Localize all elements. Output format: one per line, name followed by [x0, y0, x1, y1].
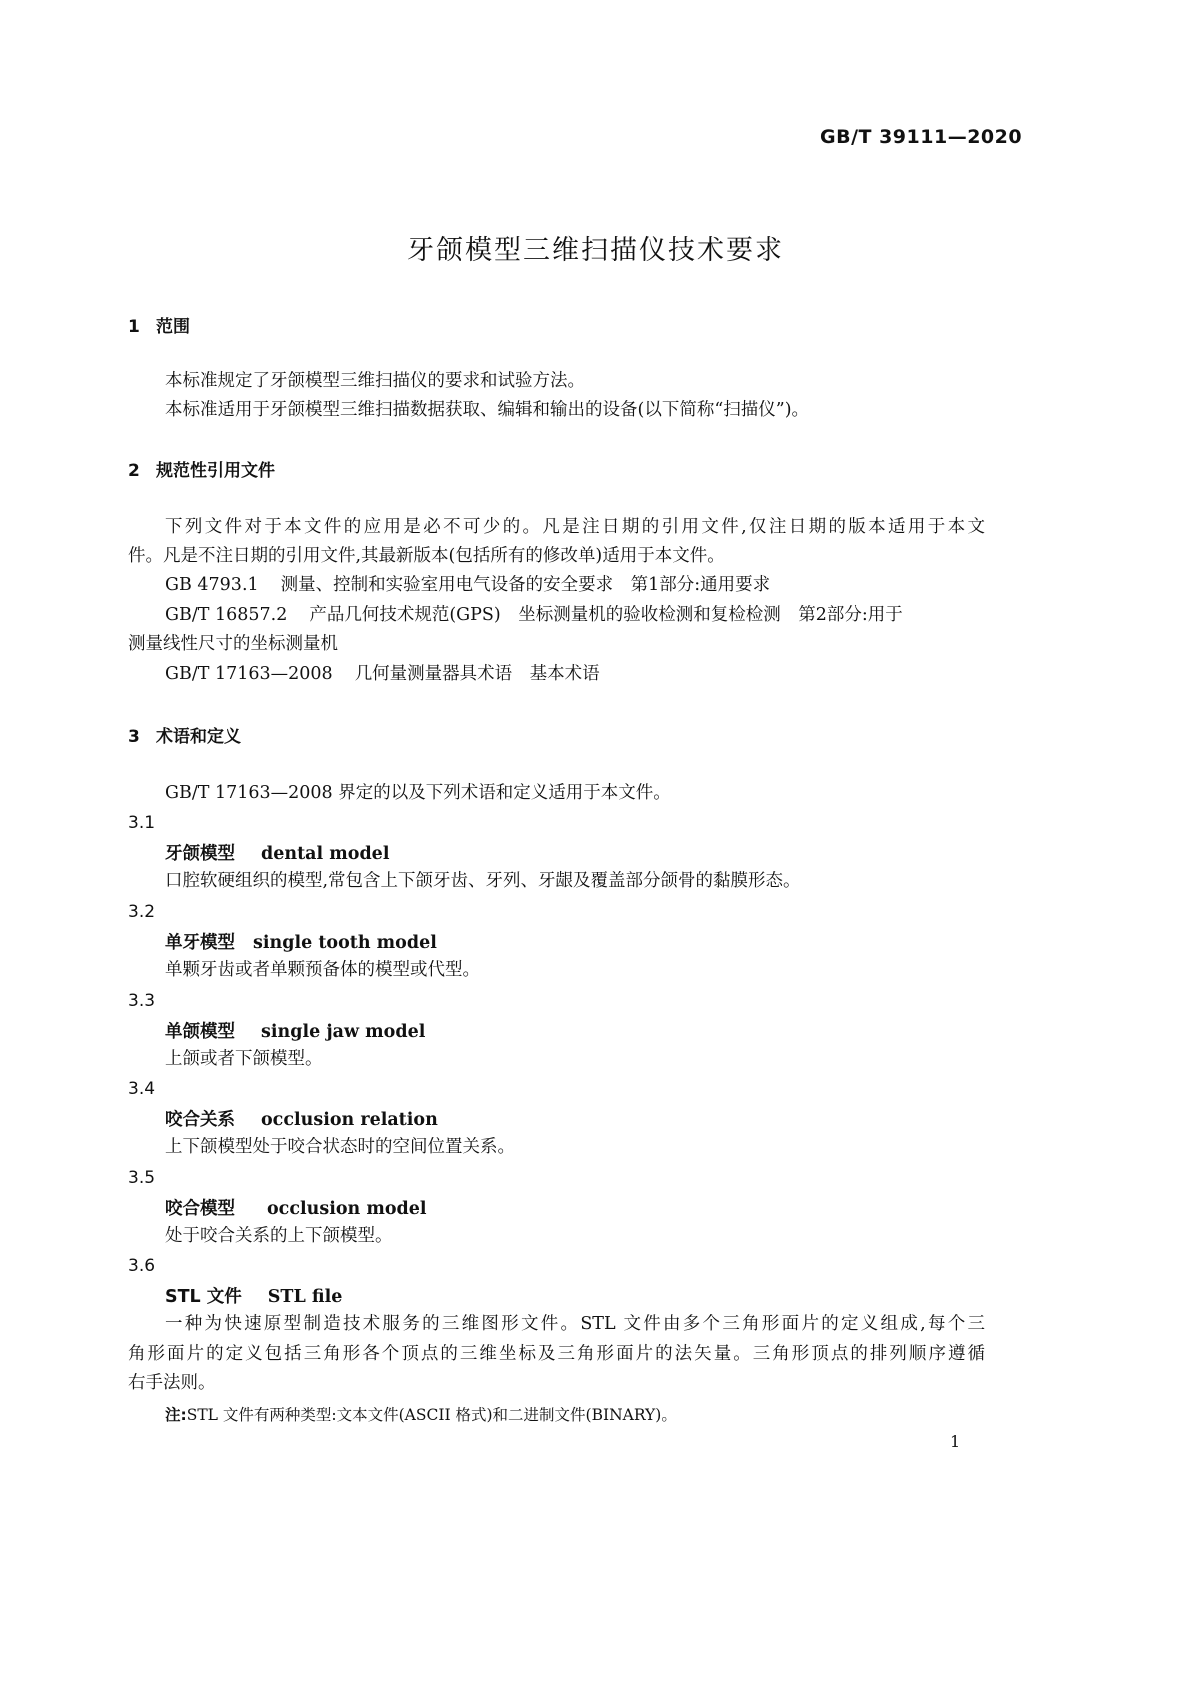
document-title: 牙颌模型三维扫描仪技术要求: [407, 235, 784, 266]
normative-reference: [165, 659, 600, 689]
term-chinese: STL 文件: [165, 1287, 242, 1307]
term-english: single tooth model: [253, 933, 437, 953]
reference-title: 测量、控制和实验室用电气设备的安全要求 第1部分:通用要求: [280, 575, 771, 595]
term-definition: 上下颌模型处于咬合状态时的空间位置关系。: [165, 1137, 515, 1157]
term-definition: 口腔软硬组织的模型,常包含上下颌牙齿、牙列、牙龈及覆盖部分颌骨的黏膜形态。: [165, 871, 801, 891]
term-heading: [165, 840, 389, 865]
term-chinese: 咬合模型: [165, 1199, 235, 1219]
reference-code: GB/T 17163—2008: [165, 664, 333, 684]
standard-code: GB/T 39111—2020: [820, 126, 1023, 148]
paragraph-line: 件。凡是不注日期的引用文件,其最新版本(包括所有的修改单)适用于本文件。: [128, 546, 725, 566]
term-definition: 单颗牙齿或者单颗预备体的模型或代型。: [165, 960, 480, 980]
section-number: 2: [128, 461, 140, 481]
term-definition-line: 右手法则。: [128, 1373, 216, 1393]
term-heading: [165, 1195, 427, 1220]
section-2-heading: [128, 456, 275, 481]
section-number: 3: [128, 727, 140, 747]
note-label: 注:: [165, 1406, 187, 1424]
section-title: 规范性引用文件: [156, 461, 275, 481]
paragraph: 本标准适用于牙颌模型三维扫描数据获取、编辑和输出的设备(以下简称“扫描仪”)。: [165, 400, 810, 420]
term-chinese: 牙颌模型: [165, 844, 235, 864]
term-number: 3.2: [128, 902, 156, 922]
term-definition-line: 角形面片的定义包括三角形各个顶点的三维坐标及三角形面片的法矢量。三角形顶点的排列顺序遵循: [128, 1344, 985, 1364]
paragraph: 本标准规定了牙颌模型三维扫描仪的要求和试验方法。: [165, 371, 585, 391]
term-number: 3.3: [128, 991, 156, 1011]
reference-code: GB 4793.1: [165, 575, 259, 595]
section-number: 1: [128, 317, 140, 337]
term-heading: [165, 1018, 425, 1043]
section-title: 术语和定义: [156, 727, 241, 747]
term-english: occlusion model: [267, 1199, 427, 1219]
section-title: 范围: [156, 317, 190, 337]
reference-continuation: 测量线性尺寸的坐标测量机: [128, 634, 338, 654]
term-number: 3.1: [128, 813, 156, 833]
normative-reference: [165, 570, 770, 600]
term-number: 3.6: [128, 1256, 156, 1276]
note-text: STL 文件有两种类型:文本文件(ASCII 格式)和二进制文件(BINARY)。: [186, 1406, 677, 1424]
term-definition: 上颌或者下颌模型。: [165, 1049, 323, 1069]
term-definition-line: 一种为快速原型制造技术服务的三维图形文件。STL 文件由多个三角形面片的定义组成,每个三: [165, 1314, 985, 1334]
note: [165, 1403, 677, 1425]
reference-title: 产品几何技术规范(GPS) 坐标测量机的验收检测和复检检测 第2部分:用于: [309, 605, 903, 625]
normative-reference: [165, 600, 903, 630]
term-chinese: 咬合关系: [165, 1110, 235, 1130]
section-3-heading: [128, 722, 241, 747]
reference-title: 几何量测量器具术语 基本术语: [354, 664, 600, 684]
term-english: dental model: [261, 844, 390, 864]
term-number: 3.5: [128, 1168, 156, 1188]
term-heading: [165, 929, 437, 954]
reference-code: GB/T 16857.2: [165, 605, 288, 625]
term-definition: 处于咬合关系的上下颌模型。: [165, 1226, 393, 1246]
term-chinese: 单颌模型: [165, 1022, 235, 1042]
term-number: 3.4: [128, 1079, 156, 1099]
paragraph-line: 下列文件对于本文件的应用是必不可少的。凡是注日期的引用文件,仅注日期的版本适用于本文: [165, 517, 985, 537]
page-number: 1: [950, 1432, 961, 1451]
term-english: STL file: [267, 1287, 343, 1307]
term-heading: [165, 1106, 438, 1131]
section-1-heading: [128, 312, 190, 337]
paragraph: GB/T 17163—2008 界定的以及下列术语和定义适用于本文件。: [165, 783, 671, 803]
term-english: occlusion relation: [261, 1110, 438, 1130]
term-english: single jaw model: [261, 1022, 426, 1042]
term-chinese: 单牙模型: [165, 933, 235, 953]
term-heading: [165, 1283, 342, 1308]
